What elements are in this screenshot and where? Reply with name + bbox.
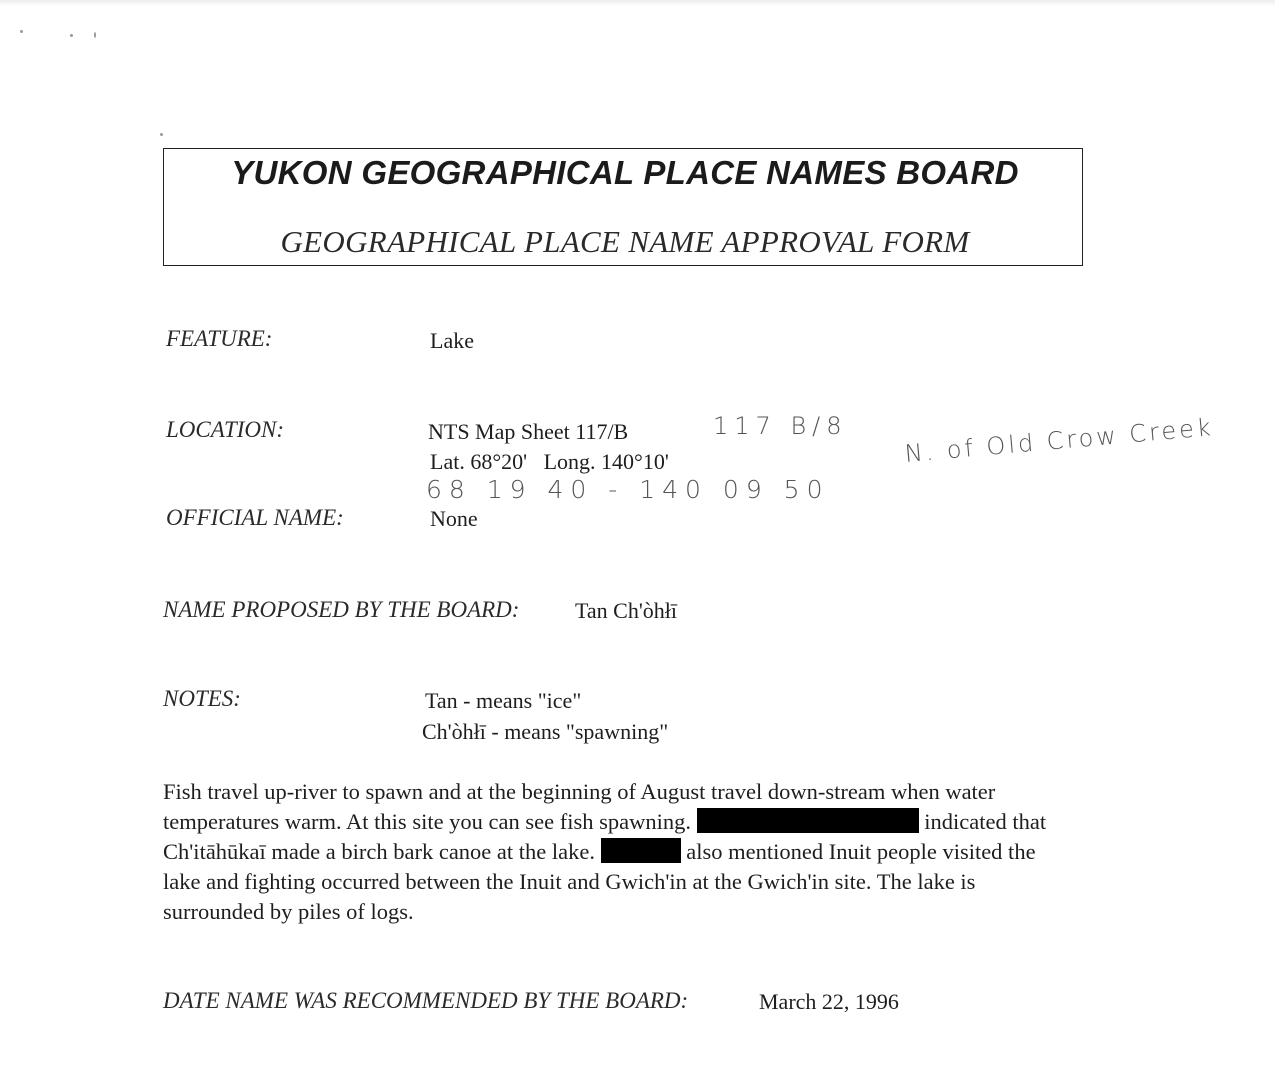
scan-edge-shadow [0, 0, 1275, 6]
form-subtitle: GEOGRAPHICAL PLACE NAME APPROVAL FORM [280, 224, 970, 259]
scan-speck [70, 34, 73, 37]
feature-value: Lake [430, 328, 474, 353]
handwritten-coordinates: 68 19 40 - 140 09 50 [426, 475, 830, 504]
proposed-name-label: NAME PROPOSED BY THE BOARD: [163, 597, 520, 622]
official-name-label: OFFICIAL NAME: [166, 505, 344, 530]
notes-line-2: Ch'òhłī - means "spawning" [422, 719, 669, 744]
form-title: YUKON GEOGRAPHICAL PLACE NAMES BOARD [231, 154, 1019, 191]
description-paragraph [163, 777, 1063, 927]
notes-label: NOTES: [163, 686, 241, 711]
paragraph-part-2: indicated that Ch'itāhūkaī made a birch bark canoe at the lake. [163, 809, 1047, 864]
location-map-sheet: NTS Map Sheet 117/B [428, 419, 629, 444]
scan-speck [20, 30, 23, 33]
date-label: DATE NAME WAS RECOMMENDED BY THE BOARD: [163, 988, 689, 1013]
paragraph-part-1: Fish travel up-river to spawn and at the beginning of August travel down-stream when water temperatures warm. At this site you can see fish spawning. [163, 779, 996, 834]
proposed-name-value: Tan Ch'òhłī [575, 598, 678, 623]
handwritten-location-note: N. of Old Crow Creek [903, 413, 1215, 468]
location-lat-long: Lat. 68°20' Long. 140°10' [430, 449, 669, 474]
redaction-bar [697, 808, 919, 833]
feature-label: FEATURE: [166, 326, 273, 351]
date-value: March 22, 1996 [759, 989, 899, 1014]
notes-line-1: Tan - means "ice" [425, 688, 582, 713]
official-name-value: None [430, 506, 478, 531]
scan-speck [94, 32, 96, 38]
location-label: LOCATION: [166, 417, 284, 442]
handwritten-map-sheet: 117 B/8 [713, 412, 848, 440]
paragraph-part-3: also mentioned Inuit people visited the lake and fighting occurred between the Inuit and Gwich'in at the Gwich'in site. The lake is surrounded by piles of logs. [163, 839, 1036, 924]
redaction-bar [601, 838, 681, 863]
scan-speck [160, 133, 163, 136]
